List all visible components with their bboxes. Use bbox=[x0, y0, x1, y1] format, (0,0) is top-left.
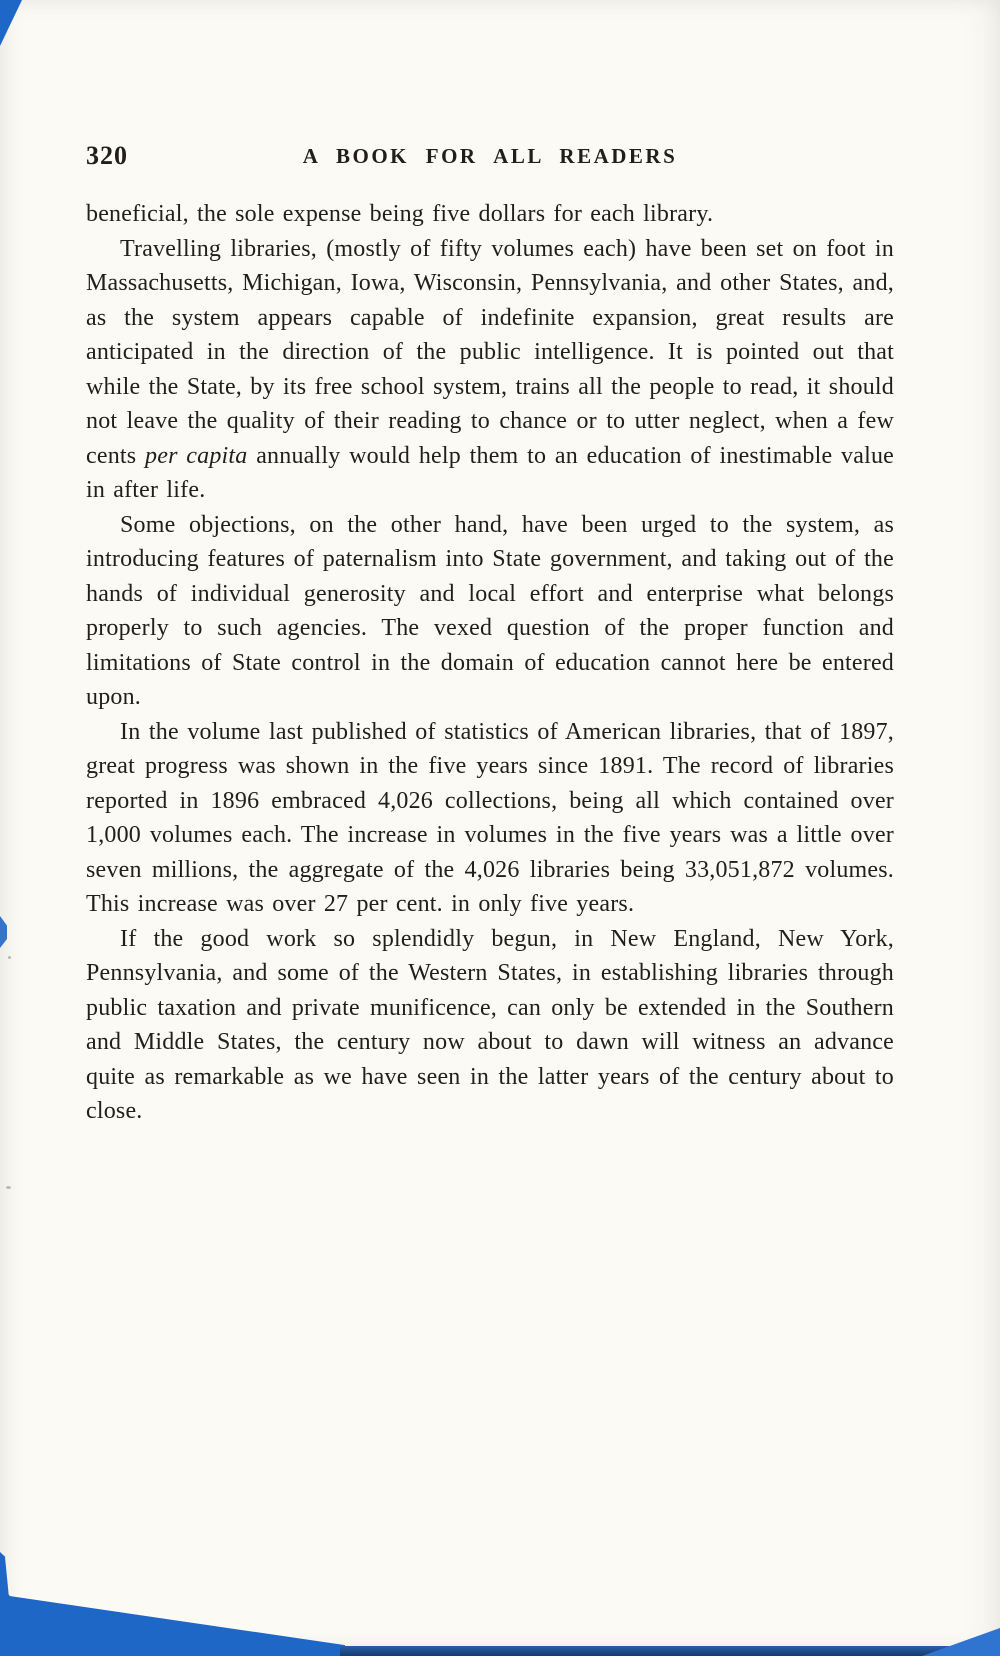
scan-artifact-left-edge bbox=[0, 916, 7, 948]
scan-artifact-bottom-left bbox=[0, 1588, 345, 1656]
paragraph-2 bbox=[86, 232, 894, 508]
page-number: 320 bbox=[86, 141, 128, 170]
scan-artifact-bottom-right bbox=[922, 1628, 1000, 1656]
scan-speck bbox=[8, 956, 11, 959]
paragraph-5 bbox=[86, 922, 894, 1129]
scan-speck bbox=[6, 1186, 11, 1189]
paragraph-text: beneficial, the sole expense being five dollars for each library. bbox=[86, 201, 714, 227]
paragraph-text: In the volume last published of statistics of American libraries, that of 1897, great progress was shown in the five years since 1891. The record of libraries reported in 1896 embraced 4,026 collections, being all which contained over 1,000 volumes each. The increase in volumes in the five years was a little over seven millions, the aggregate of the 4,026 libraries being 33,051,872 volumes. This increase was over 27 per cent. in only five years. bbox=[86, 718, 894, 917]
page-body bbox=[86, 197, 894, 1129]
paragraph-text: If the good work so splendidly begun, in New England, New York, Pennsylvania, and some of the Western States, in establishing libraries through public taxation and private munificence, can only be extended in the Southern and Middle States, the century now about to dawn will witness an advance quite as remarkable as we have seen in the latter years of the century about to close. bbox=[86, 925, 894, 1124]
paragraph-3 bbox=[86, 508, 894, 715]
scan-artifact-bottom-strip bbox=[340, 1646, 1000, 1656]
paragraph-4 bbox=[86, 715, 894, 922]
scan-artifact-top-left bbox=[0, 0, 22, 46]
paragraph-text: Travelling libraries, (mostly of fifty volumes each) have been set on foot in Massachusetts, Michigan, Iowa, Wisconsin, Pennsylvania, and other States, and, as the system appears capable of indefinite expansion, great results are anticipated in the direction of the public intelligence. It is pointed out that while the State, by its free school system, trains all the people to read, it should not leave the quality of their reading to chance or to utter neglect, when a few cents bbox=[86, 235, 894, 469]
paragraph-1 bbox=[86, 197, 894, 232]
italic-phrase: per capita bbox=[145, 442, 248, 469]
paragraph-text: annually would help them to an education of inestimable value in after life. bbox=[86, 442, 894, 503]
paragraph-text: Some objections, on the other hand, have been urged to the system, as introducing features of paternalism into State government, and taking out of the hands of individual generosity and local effort and enterprise what belongs properly to such agencies. The vexed question of the proper function and limitations of State control in the domain of education cannot here be entered upon. bbox=[86, 511, 894, 710]
running-title: A BOOK FOR ALL READERS bbox=[302, 144, 678, 168]
page-header bbox=[86, 141, 894, 171]
